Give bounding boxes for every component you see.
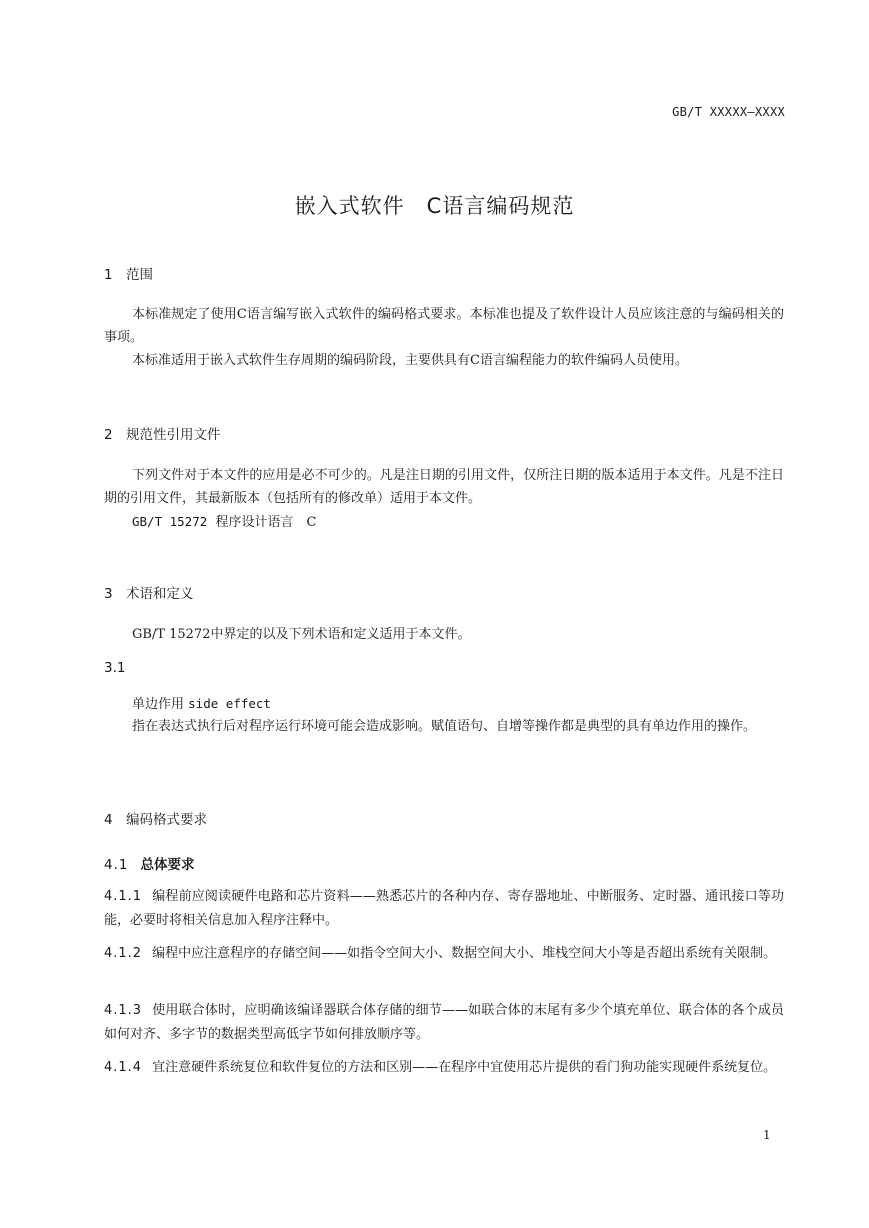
clause-4-1-2 <box>104 942 784 966</box>
section-4-heading <box>104 808 207 828</box>
clause-4-1-3 <box>104 999 784 1047</box>
clause-text: 编程中应注意程序的存储空间——如指令空间大小、数据空间大小、堆栈空间大小等是否超出系统有关限制。 <box>152 946 777 961</box>
clause-text: 宜注意硬件系统复位和软件复位的方法和区别——在程序中宜使用芯片提供的看门狗功能实现硬件系统复位。 <box>152 1060 777 1075</box>
section-number: 3 <box>104 586 113 602</box>
section-3-heading <box>104 582 194 602</box>
clause-text: 编程前应阅读硬件电路和芯片资料——熟悉芯片的各种内存、寄存器地址、中断服务、定时器、通讯接口等功能，必要时将相关信息加入程序注释中。 <box>104 889 784 928</box>
section-number: 1 <box>104 267 113 283</box>
standard-code: GB/T XXXXX—XXXX <box>672 105 785 119</box>
clause-number: 4.1.3 <box>104 1003 143 1018</box>
section-1-paragraph-2: 本标准适用于嵌入式软件生存周期的编码阶段，主要供具有C语言编程能力的软件编码人员使用。 <box>132 353 688 368</box>
term-chinese: 单边作用 <box>132 697 185 712</box>
section-number: 2 <box>104 427 113 443</box>
subsection-number: 4.1 <box>104 857 129 873</box>
page-number: 1 <box>763 1128 771 1142</box>
reference-code: GB/T 15272 <box>132 514 208 529</box>
section-3-intro: GB/T 15272中界定的以及下列术语和定义适用于本文件。 <box>132 627 471 642</box>
term-name <box>132 692 271 716</box>
term-number: 3.1 <box>104 660 126 676</box>
clause-text: 使用联合体时，应明确该编译器联合体存储的细节——如联合体的末尾有多少个填充单位、联合体的各个成员如何对齐、多字节的数据类型高低字节如何排放顺序等。 <box>104 1003 784 1042</box>
subsection-title: 总体要求 <box>140 857 195 873</box>
subsection-4-1-heading <box>104 853 194 873</box>
term-definition: 指在表达式执行后对程序运行环境可能会造成影响。赋值语句、自增等操作都是典型的具有单边作用的操作。 <box>132 719 757 734</box>
section-title: 编码格式要求 <box>126 812 207 828</box>
clause-number: 4.1.1 <box>104 889 143 904</box>
section-number: 4 <box>104 812 113 828</box>
clause-number: 4.1.2 <box>104 946 143 961</box>
section-2-paragraph: 下列文件对于本文件的应用是必不可少的。凡是注日期的引用文件，仅所注日期的版本适用于本文件。凡是不注日期的引用文件，其最新版本（包括所有的修改单）适用于本文件。 <box>104 468 784 506</box>
document-title: 嵌入式软件 C语言编码规范 <box>294 194 575 218</box>
section-1-paragraph-1: 本标准规定了使用C语言编写嵌入式软件的编码格式要求。本标准也提及了软件设计人员应该注意的与编码相关的事项。 <box>104 307 784 345</box>
clause-4-1-1 <box>104 885 784 933</box>
clause-number: 4.1.4 <box>104 1060 143 1075</box>
section-title: 范围 <box>126 267 153 283</box>
section-title: 规范性引用文件 <box>126 427 221 443</box>
section-2-heading <box>104 423 221 443</box>
section-title: 术语和定义 <box>126 586 194 602</box>
reference-title: 程序设计语言 C <box>215 515 317 530</box>
clause-4-1-4 <box>104 1056 784 1080</box>
section-1-heading <box>104 263 153 283</box>
term-english: side effect <box>188 696 271 711</box>
normative-reference <box>132 510 316 534</box>
